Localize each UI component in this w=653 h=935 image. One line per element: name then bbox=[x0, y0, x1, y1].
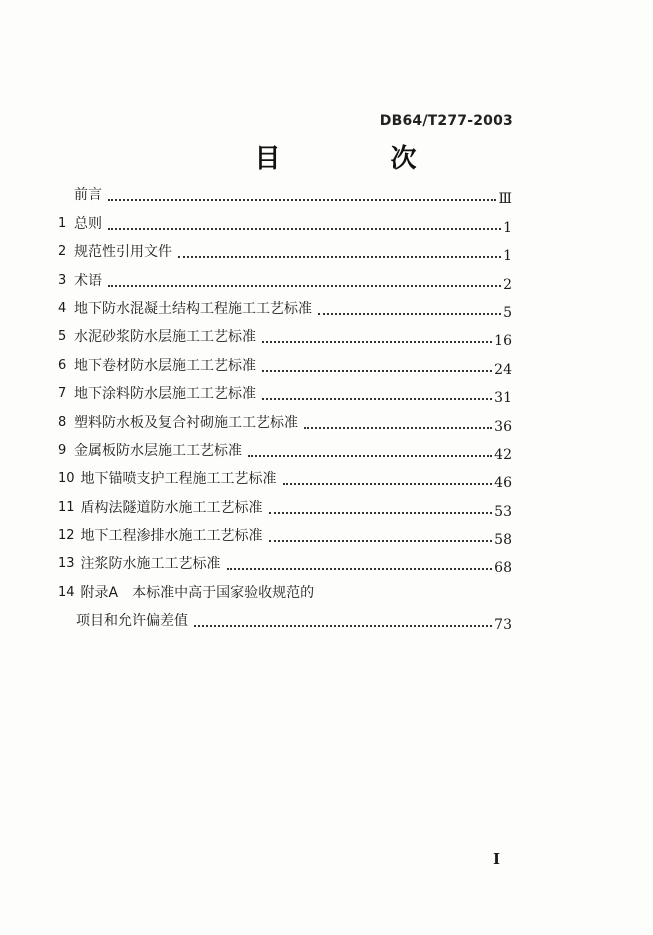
toc-entry-label: 水泥砂浆防水层施工工艺标准 bbox=[74, 329, 256, 346]
toc-entry-label: 地下防水混凝土结构工程施工工艺标准 bbox=[74, 300, 312, 317]
toc-entry-label: 塑料防水板及复合衬砌施工工艺标准 bbox=[74, 414, 298, 431]
toc-entry-number: 12 bbox=[58, 528, 75, 544]
toc-entry-label: 注浆防水施工工艺标准 bbox=[80, 556, 221, 573]
toc-entry[interactable] bbox=[58, 204, 512, 236]
toc-entry-page: 46 bbox=[494, 475, 512, 492]
toc-entry[interactable] bbox=[58, 432, 512, 463]
toc-entry[interactable] bbox=[58, 261, 512, 293]
toc-entry[interactable] bbox=[58, 375, 512, 407]
toc-leader-dots bbox=[194, 624, 492, 627]
toc-leader-dots bbox=[108, 284, 501, 287]
toc-entry-page: 2 bbox=[503, 276, 512, 293]
toc-entry-number: 8 bbox=[58, 414, 67, 430]
toc-entry-number: 10 bbox=[58, 471, 75, 487]
toc-entry-page: 16 bbox=[494, 333, 512, 350]
toc-entry-number: 9 bbox=[58, 442, 67, 458]
toc-entry-label: 地下卷材防水层施工工艺标准 bbox=[74, 357, 256, 374]
toc-leader-dots bbox=[269, 539, 493, 542]
toc-leader-dots bbox=[108, 198, 496, 201]
toc-leader-dots bbox=[304, 426, 492, 429]
toc-entry[interactable] bbox=[58, 403, 512, 435]
toc-entry-page: 36 bbox=[494, 418, 512, 435]
toc-entry[interactable] bbox=[58, 233, 512, 265]
toc-entry-label: 总则 bbox=[74, 215, 102, 232]
page-number: I bbox=[493, 850, 501, 868]
toc-leader-dots bbox=[262, 369, 492, 372]
toc-entry-label: 前言 bbox=[74, 187, 102, 204]
toc-entry[interactable] bbox=[58, 460, 512, 492]
toc-entry[interactable] bbox=[58, 318, 512, 350]
toc-entry-page: 1 bbox=[503, 248, 512, 265]
toc-entry-number: 7 bbox=[58, 386, 67, 402]
toc-leader-dots bbox=[283, 482, 493, 485]
toc-entry-page: 31 bbox=[494, 390, 512, 407]
toc-leader-dots bbox=[262, 340, 492, 343]
toc-leader-dots bbox=[262, 397, 492, 400]
toc-entry-page: Ⅲ bbox=[498, 191, 512, 208]
toc-entry-appendix[interactable] bbox=[58, 573, 512, 601]
toc-entry-label: 术语 bbox=[74, 272, 102, 289]
standard-code: DB64/T277-2003 bbox=[379, 113, 513, 129]
toc-entry-number: 14 bbox=[58, 584, 75, 600]
page-title: 目 次 bbox=[254, 144, 459, 174]
toc-leader-dots bbox=[178, 255, 501, 258]
toc-entry-foreword[interactable] bbox=[58, 176, 512, 208]
toc-entry-label: 项目和允许偏差值 bbox=[76, 613, 188, 630]
toc-entry-number: 2 bbox=[58, 244, 67, 260]
toc-leader-dots bbox=[318, 312, 501, 315]
toc-entry-number: 4 bbox=[58, 300, 67, 316]
toc-entry-number: 13 bbox=[58, 556, 75, 572]
toc-entry-appendix-continued[interactable] bbox=[58, 602, 512, 634]
toc-leader-dots bbox=[227, 567, 493, 570]
toc-entry-page: 1 bbox=[503, 219, 512, 236]
toc-entry-label: 金属板防水层施工工艺标准 bbox=[74, 442, 242, 459]
toc-leader-dots bbox=[269, 511, 493, 514]
toc-entry[interactable] bbox=[58, 290, 512, 321]
toc-entry-label: 规范性引用文件 bbox=[74, 244, 172, 261]
toc-entry-page: 53 bbox=[494, 503, 512, 520]
toc-entry-page: 73 bbox=[494, 617, 512, 634]
toc-leader-dots bbox=[248, 454, 492, 457]
table-of-contents bbox=[58, 176, 512, 634]
toc-entry[interactable] bbox=[58, 488, 512, 520]
toc-entry-page: 5 bbox=[503, 304, 512, 321]
toc-entry[interactable] bbox=[58, 517, 512, 549]
toc-entry-label: 附录A 本标准中高于国家验收规范的 bbox=[80, 584, 315, 601]
toc-entry-number: 6 bbox=[58, 357, 67, 373]
toc-entry-page: 24 bbox=[494, 361, 512, 378]
toc-leader-dots bbox=[108, 227, 501, 230]
toc-entry-page: 68 bbox=[494, 560, 512, 577]
toc-entry-number: 1 bbox=[58, 215, 67, 231]
toc-entry-label: 地下工程渗排水施工工艺标准 bbox=[80, 528, 263, 545]
toc-entry[interactable] bbox=[58, 545, 512, 577]
toc-entry-page: 58 bbox=[494, 532, 512, 549]
toc-entry-page: 42 bbox=[494, 446, 512, 463]
toc-entry[interactable] bbox=[58, 346, 512, 378]
toc-entry-label: 地下锚喷支护工程施工工艺标准 bbox=[80, 471, 277, 488]
toc-entry-number: 5 bbox=[58, 329, 67, 345]
toc-entry-number: 11 bbox=[58, 499, 75, 515]
toc-entry-label: 地下涂料防水层施工工艺标准 bbox=[74, 386, 256, 403]
toc-entry-label: 盾构法隧道防水施工工艺标准 bbox=[80, 499, 263, 516]
toc-entry-number: 3 bbox=[58, 272, 67, 288]
